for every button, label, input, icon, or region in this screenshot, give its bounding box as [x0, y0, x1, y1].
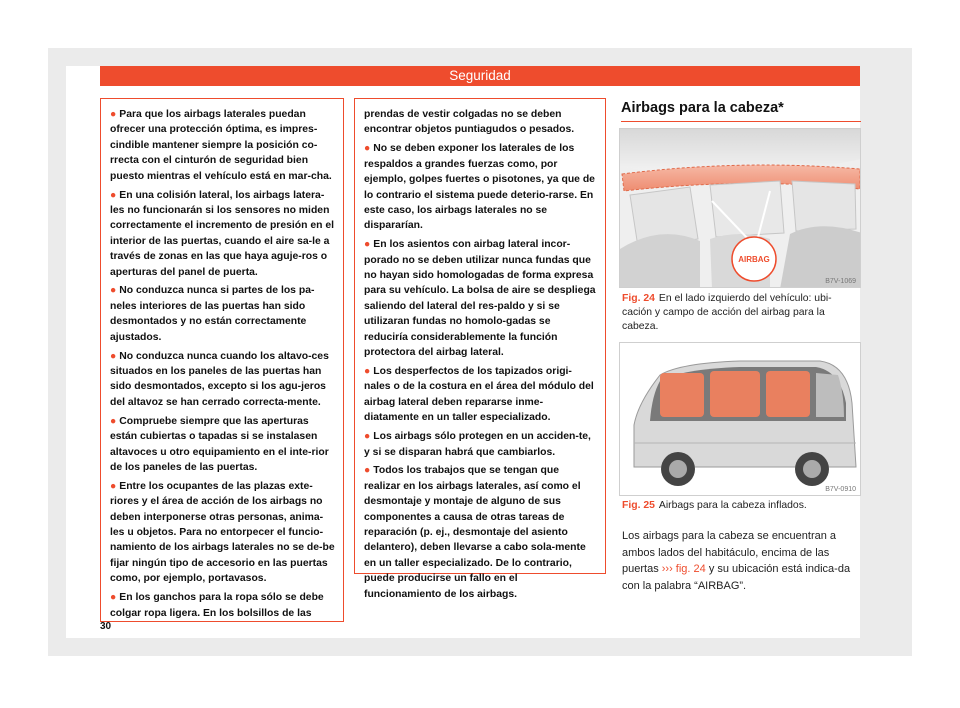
- section-header: [100, 66, 860, 86]
- figure-code: B7V-0910: [825, 486, 856, 493]
- bullet-icon: ●: [364, 465, 371, 477]
- warning-box-left: [100, 98, 344, 622]
- bullet-icon: ●: [110, 415, 117, 427]
- bullet-icon: ●: [364, 239, 371, 251]
- caption-text: Airbags para la cabeza inflados.: [658, 500, 807, 511]
- bullet-icon: ●: [110, 109, 117, 120]
- figure-24-caption: [622, 292, 860, 334]
- figure-code: B7V-1069: [825, 278, 856, 285]
- warning-bullet: ● Todos los trabajos que se tengan que realizar en los airbags laterales, así como el desmontaje y montaje de alguno de sus componentes a causa de otras tareas de reparación (p. ej., desmontaje del asiento delantero), deben llevarse a cabo sola-mente en un taller especializado. De lo contrario, puede producirse un fallo en el funcionamiento de los airbags.: [364, 465, 586, 600]
- warning-bullet: ● Compruebe siempre que las aperturas están cubiertas o tapadas si se instalasen altavoces u otro equipamiento en el inte-rior de los paneles de las puertas.: [110, 415, 329, 473]
- bullet-icon: ●: [110, 592, 117, 604]
- airbag-window-1: [660, 373, 704, 417]
- bullet-icon: ●: [364, 431, 371, 443]
- warning-bullet: ● En los asientos con airbag lateral incor-porado no se deben utilizar nunca fundas que no hayan sido homologadas de forma expresa para su vehículo. La bolsa de aire se despliega saliendo del lateral del res-paldo y si se utilizaran fundas no homolo-gadas se reduciría considerablemente la función protectora del airbag lateral.: [364, 239, 596, 359]
- page-number: 30: [100, 621, 112, 632]
- warning-lead: prendas de vestir colgadas no se deben encontrar objetos puntiagudos o pesados.: [364, 109, 575, 136]
- warning-bullet: ● Los desperfectos de los tapizados origi-nales o de la costura en el área del módulo del airbag lateral deben repararse inme-diatamente en un taller especializado.: [364, 366, 594, 424]
- warning-bullet: ● En los ganchos para la ropa sólo se debe colgar ropa ligera. En los bolsillos de las: [110, 592, 324, 619]
- car-illustration: [620, 343, 861, 496]
- bullet-icon: ●: [110, 480, 117, 492]
- bullet-icon: ●: [110, 189, 117, 201]
- warning-bullet: ● Entre los ocupantes de las plazas exte-riores y el área de acción de los airbags no deben interponerse otras personas, anima-les u objetos. Para no entorpecer el funcio-namiento de los airbags laterales no se de-be fijar ningún tipo de accesorio en las puertas como, por ejemplo, portavasos.: [110, 480, 335, 585]
- bullet-icon: ●: [110, 285, 117, 297]
- caption-text: En el lado izquierdo del vehículo: ubi-cación y campo de acción del airbag para la cabeza.: [622, 293, 832, 332]
- airbag-window-3: [766, 371, 810, 417]
- interior-illustration: [620, 129, 861, 288]
- figure-25-car-airbags: [619, 342, 861, 496]
- figure-reference-link[interactable]: ››› fig. 24: [661, 563, 706, 575]
- warning-bullet: ● En una colisión lateral, los airbags latera-les no funcionarán si los sensores no miden correctamente el incremento de presión en el interior de las puertas, cuando el aire sa-le a través de zonas en las que haya aguje-ros o aperturas del panel de puerta.: [110, 189, 335, 278]
- figure-number: Fig. 25: [622, 500, 655, 511]
- section-header-title: Seguridad: [449, 68, 511, 83]
- warning-bullet: ● Para que los airbags laterales puedan ofrecer una protección óptima, es impres-cindible mantener siempre la posición co-rrecta con el cinturón de seguridad bien puesto mientras el vehículo está en mar-cha.: [110, 109, 332, 182]
- warning-bullet: ● Los airbags sólo protegen en un acciden-te, y si se disparan habrá que cambiarlos.: [364, 431, 591, 458]
- bullet-icon: ●: [364, 143, 371, 155]
- warning-bullet: ● No se deben exponer los laterales de los respaldos a grandes fuerzas como, por ejemplo, golpes fuertes o pisotones, ya que de lo contrario el sistema puede deterio-rarse. En este caso, los airbags laterales no se dispararían.: [364, 143, 595, 232]
- figure-24-interior-airbag: [619, 128, 861, 288]
- section-title: Airbags para la cabeza*: [621, 100, 861, 122]
- figure-number: Fig. 24: [622, 293, 655, 304]
- bullet-icon: ●: [364, 366, 371, 377]
- bullet-icon: ●: [110, 350, 117, 362]
- body-paragraph: Los airbags para la cabeza se encuentran a ambos lados del habitáculo, encima de las puertas ››› fig. 24 y su ubicación está indica-da con la palabra “AIRBAG”.: [622, 530, 851, 592]
- warning-bullet: ● No conduzca nunca cuando los altavo-ces situados en los paneles de las puertas han sido desmontados, excepto si los agu-jeros del altavoz se han cerrado correcta-mente.: [110, 350, 329, 408]
- airbag-label: AIRBAG: [738, 255, 770, 264]
- airbag-window-2: [710, 371, 760, 417]
- figure-25-caption: [622, 499, 860, 513]
- warning-bullet: ● No conduzca nunca si partes de los pa-neles interiores de las puertas han sido desmontados y no están correctamente ajustados.: [110, 285, 315, 343]
- warning-box-right: [354, 98, 606, 600]
